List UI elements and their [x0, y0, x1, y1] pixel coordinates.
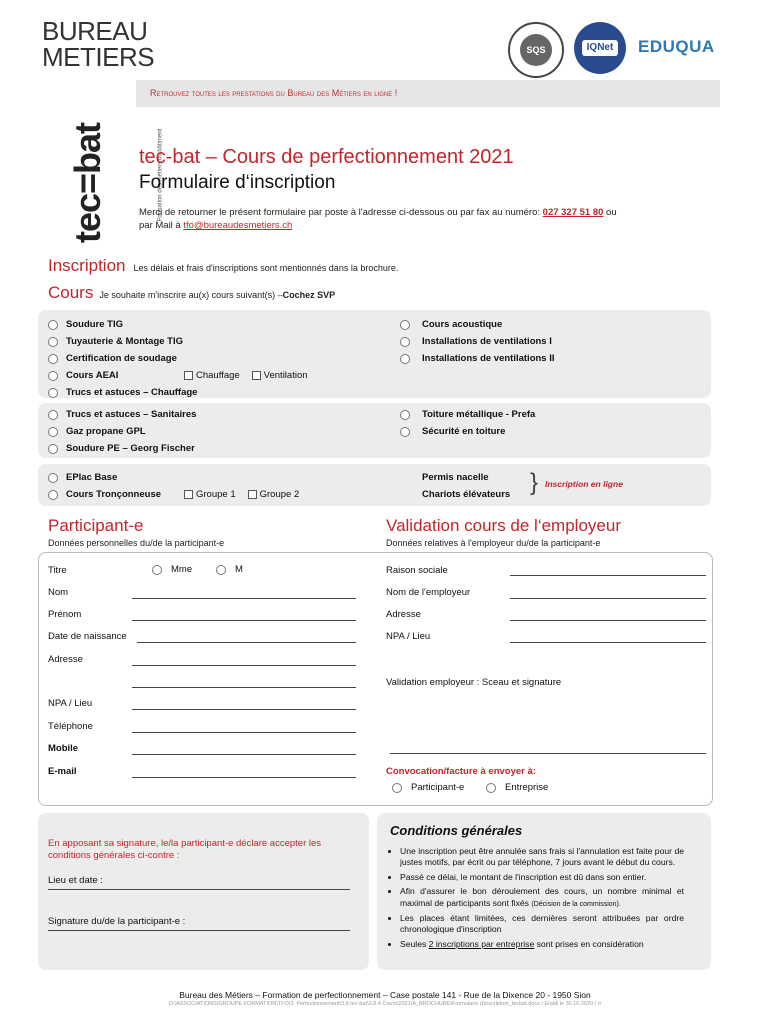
condition-decision: (Décision de la commission).: [531, 900, 621, 908]
aeai-option-label: Chauffage: [196, 370, 240, 381]
condition-text: Afin d'assurer le bon déroulement des cours, un nombre minimal et maximal de participants sont fixés: [400, 886, 684, 908]
checkbox[interactable]: [184, 490, 193, 499]
course-label: Trucs et astuces – Sanitaires: [66, 409, 197, 420]
condition-item: • Passé ce délai, le montant de l'inscription est dû dans son entier.: [400, 872, 684, 883]
footer-address: Bureau des Métiers – Formation de perfectionnement – Case postale 141 - Rue de la Dixence 20 - 1950 Sion: [179, 990, 591, 1000]
course-label: Cours AEAI: [66, 370, 119, 381]
employer-subheading: Données relatives à l'employeur du/de la participant-e: [386, 538, 601, 548]
radio-button[interactable]: [392, 783, 402, 793]
logo-line2: METIERS: [42, 42, 155, 72]
checkbox[interactable]: [252, 371, 261, 380]
course-label: Cours acoustique: [422, 319, 503, 330]
employer-npa-field[interactable]: [510, 641, 706, 643]
course-option[interactable]: [48, 486, 299, 503]
panel2-left: [48, 406, 196, 457]
course-label: Tuyauterie & Montage TIG: [66, 336, 184, 347]
radio-button[interactable]: [48, 388, 58, 398]
panel2-right: [400, 406, 535, 440]
mme-option[interactable]: [152, 564, 192, 575]
fax-number[interactable]: 027 327 51 80: [542, 207, 604, 218]
footer-file-path: O:\ASSOCIATIONS\GROUPE FORMATION\TFO\3. Perfectionnement\3.8 tec-bat\3.8.4 Cours\2021\A_BROCHURE\Formulaire d'inscription_tecbat.docx / Etabli le 30.10.2020 / rr: [168, 1001, 602, 1007]
checkbox[interactable]: [184, 371, 193, 380]
panel3-left: [48, 469, 299, 503]
intro-text-c: par Mail à: [139, 220, 184, 231]
course-option[interactable]: [48, 406, 196, 423]
signature-statement: En apposant sa signature, le/la participant-e déclare accepter les conditions générales ci-contre :: [48, 838, 322, 861]
raison-sociale-label: Raison sociale: [386, 565, 448, 576]
lieu-date-label: Lieu et date :: [48, 875, 103, 886]
condition-item: • Une inscription peut être annulée sans frais si l'annulation est faite pour de justes motifs, par écrit ou par téléphone, 7 jours avant le début du cours.: [400, 846, 684, 869]
panel1-right: [400, 316, 555, 367]
validation-label: Validation employeur : Sceau et signature: [386, 677, 562, 688]
participant-option-label: Participant-e: [411, 782, 465, 793]
cours-note-bold: Cochez SVP: [282, 290, 336, 300]
nom-field[interactable]: [132, 597, 356, 599]
course-option[interactable]: [400, 350, 555, 367]
radio-button[interactable]: [216, 565, 226, 575]
course-label: Gaz propane GPL: [66, 426, 146, 437]
brace-icon: }: [530, 469, 539, 496]
employer-adresse-field[interactable]: [510, 619, 706, 621]
npa-lieu-field[interactable]: [132, 708, 356, 710]
course-option[interactable]: [400, 406, 535, 423]
condition-item: [400, 886, 684, 910]
course-label: Installations de ventilations II: [422, 353, 555, 364]
course-option[interactable]: [48, 440, 196, 457]
radio-button[interactable]: [400, 354, 410, 364]
group-option-label: Groupe 1: [196, 489, 236, 500]
employer-npa-label: NPA / Lieu: [386, 631, 431, 642]
course-label: Installations de ventilations I: [422, 336, 552, 347]
radio-button[interactable]: [48, 320, 58, 330]
sqs-label: SQS: [520, 34, 552, 66]
mobile-label: Mobile: [48, 743, 79, 754]
radio-button[interactable]: [48, 490, 58, 500]
course-option[interactable]: [400, 333, 555, 350]
participant-employer-box: [38, 552, 713, 806]
cours-heading: Cours: [48, 283, 94, 302]
course-option[interactable]: [48, 367, 308, 384]
radio-button[interactable]: [400, 320, 410, 330]
course-option[interactable]: [400, 423, 535, 440]
cours-section: [48, 283, 335, 303]
convocation-label: Convocation/facture à envoyer à:: [386, 766, 536, 777]
online-registration-link[interactable]: Inscription en ligne: [545, 479, 623, 489]
page-title: tec-bat – Cours de perfectionnement 2021: [139, 146, 514, 168]
npa-lieu-label: NPA / Lieu: [48, 698, 93, 709]
eduqua-logo: EDUQUA: [638, 37, 715, 56]
radio-button[interactable]: [48, 371, 58, 381]
inscription-section: [48, 256, 398, 276]
radio-button[interactable]: [48, 410, 58, 420]
company-option-label: Entreprise: [505, 782, 549, 793]
course-option[interactable]: [48, 469, 299, 486]
panel3-right: [422, 469, 510, 503]
telephone-label: Téléphone: [48, 721, 93, 732]
radio-button[interactable]: [48, 444, 58, 454]
email-field[interactable]: [132, 776, 356, 778]
conditions-list: [386, 846, 684, 953]
course-label: Cours Tronçonneuse: [66, 489, 162, 500]
tecbat-tagline: Formation des métiers du bâtiment: [157, 128, 164, 222]
mobile-field[interactable]: [132, 753, 356, 755]
prenom-label: Prénom: [48, 609, 82, 620]
mme-label: Mme: [171, 564, 193, 575]
participant-subheading: Données personnelles du/de la participant-e: [48, 538, 225, 548]
adresse-field[interactable]: [132, 664, 356, 666]
email-link[interactable]: tfo@bureaudesmetiers.ch: [183, 220, 293, 231]
cours-note: Je souhaite m'inscrire au(x) cours suivant(s) –: [99, 290, 283, 300]
inscription-note: Les délais et frais d'inscriptions sont mentionnés dans la brochure.: [133, 263, 399, 273]
radio-button[interactable]: [486, 783, 496, 793]
send-to-company-option[interactable]: [486, 782, 548, 793]
titre-label: Titre: [48, 565, 67, 576]
prenom-field[interactable]: [132, 619, 356, 621]
raison-sociale-field[interactable]: [510, 574, 706, 576]
condition-underlined: 2 inscriptions par entreprise: [428, 938, 535, 949]
employer-signature-field[interactable]: [390, 752, 706, 754]
course-option[interactable]: [48, 384, 308, 401]
course-label: Sécurité en toiture: [422, 426, 506, 437]
course-label: EPlac Base: [66, 472, 118, 483]
condition-item: • Les places étant limitées, ces dernières seront attribuées par ordre chronologique d'inscription: [400, 913, 684, 936]
tecbat-wordmark: tec=bat: [67, 122, 109, 244]
radio-button[interactable]: [48, 427, 58, 437]
checkbox[interactable]: [248, 490, 257, 499]
iqnet-certification-seal: [574, 22, 626, 74]
intro-text-b: ou: [603, 207, 617, 218]
course-label: Trucs et astuces – Chauffage: [66, 387, 198, 398]
course-label-nacelle: Permis nacelle: [422, 472, 489, 483]
course-option[interactable]: [48, 423, 196, 440]
m-option[interactable]: [216, 564, 243, 575]
course-label: Toiture métallique - Prefa: [422, 409, 536, 420]
signature-panel: [38, 813, 369, 970]
radio-button[interactable]: [152, 565, 162, 575]
m-label: M: [235, 564, 243, 575]
logo-line1: BUREAU: [42, 16, 148, 46]
course-option[interactable]: [48, 316, 308, 333]
participant-heading: Participant-e: [48, 516, 144, 535]
bureau-metiers-logo: [42, 18, 154, 70]
employer-heading: Validation cours de l‘employeur: [386, 516, 621, 535]
conditions-title: Conditions générales: [390, 823, 523, 838]
date-naissance-label: Date de naissance: [48, 631, 127, 642]
condition-item: [400, 939, 684, 950]
date-naissance-field[interactable]: [137, 641, 356, 643]
page-subtitle: Formulaire d‘inscription: [139, 172, 336, 193]
radio-button[interactable]: [400, 337, 410, 347]
radio-button[interactable]: [400, 410, 410, 420]
telephone-field[interactable]: [132, 731, 356, 733]
signature-label: Signature du/de la participant-e :: [48, 916, 186, 927]
adresse-label: Adresse: [48, 654, 83, 665]
radio-button[interactable]: [400, 427, 410, 437]
radio-button[interactable]: [48, 473, 58, 483]
condition-text: Seules: [400, 938, 429, 949]
aeai-option-label: Ventilation: [263, 370, 308, 381]
radio-button[interactable]: [48, 337, 58, 347]
course-label: Soudure TIG: [66, 319, 123, 330]
condition-text: sont prises en considération: [534, 938, 644, 949]
course-option[interactable]: [400, 316, 555, 333]
nom-employeur-field[interactable]: [510, 597, 706, 599]
inscription-heading: Inscription: [48, 256, 126, 275]
nom-employeur-label: Nom de l'employeur: [386, 587, 471, 598]
radio-button[interactable]: [48, 354, 58, 364]
panel1-left: [48, 316, 308, 401]
email-label: E-mail: [48, 766, 77, 777]
intro-text-a: Merci de retourner le présent formulaire par poste à l'adresse ci-dessous ou par fax au numéro:: [139, 207, 543, 218]
nom-label: Nom: [48, 587, 69, 598]
employer-adresse-label: Adresse: [386, 609, 421, 620]
course-option[interactable]: [48, 333, 308, 350]
lieu-date-field[interactable]: [48, 888, 350, 890]
sqs-certification-seal: [508, 22, 564, 78]
group-option-label: Groupe 2: [259, 489, 300, 500]
iqnet-label: IQNet: [582, 40, 618, 56]
course-label: Certification de soudage: [66, 353, 177, 364]
send-to-participant-option[interactable]: [392, 782, 464, 793]
signature-field[interactable]: [48, 929, 350, 931]
adresse-field-2[interactable]: [132, 686, 356, 688]
intro-text: [139, 206, 679, 232]
course-label-chariots: Chariots élévateurs: [422, 489, 511, 500]
course-option[interactable]: [48, 350, 308, 367]
online-services-banner[interactable]: Retrouvez toutes les prestations du Bureau des Métiers en ligne !: [136, 80, 720, 107]
course-label: Soudure PE – Georg Fischer: [66, 443, 195, 454]
